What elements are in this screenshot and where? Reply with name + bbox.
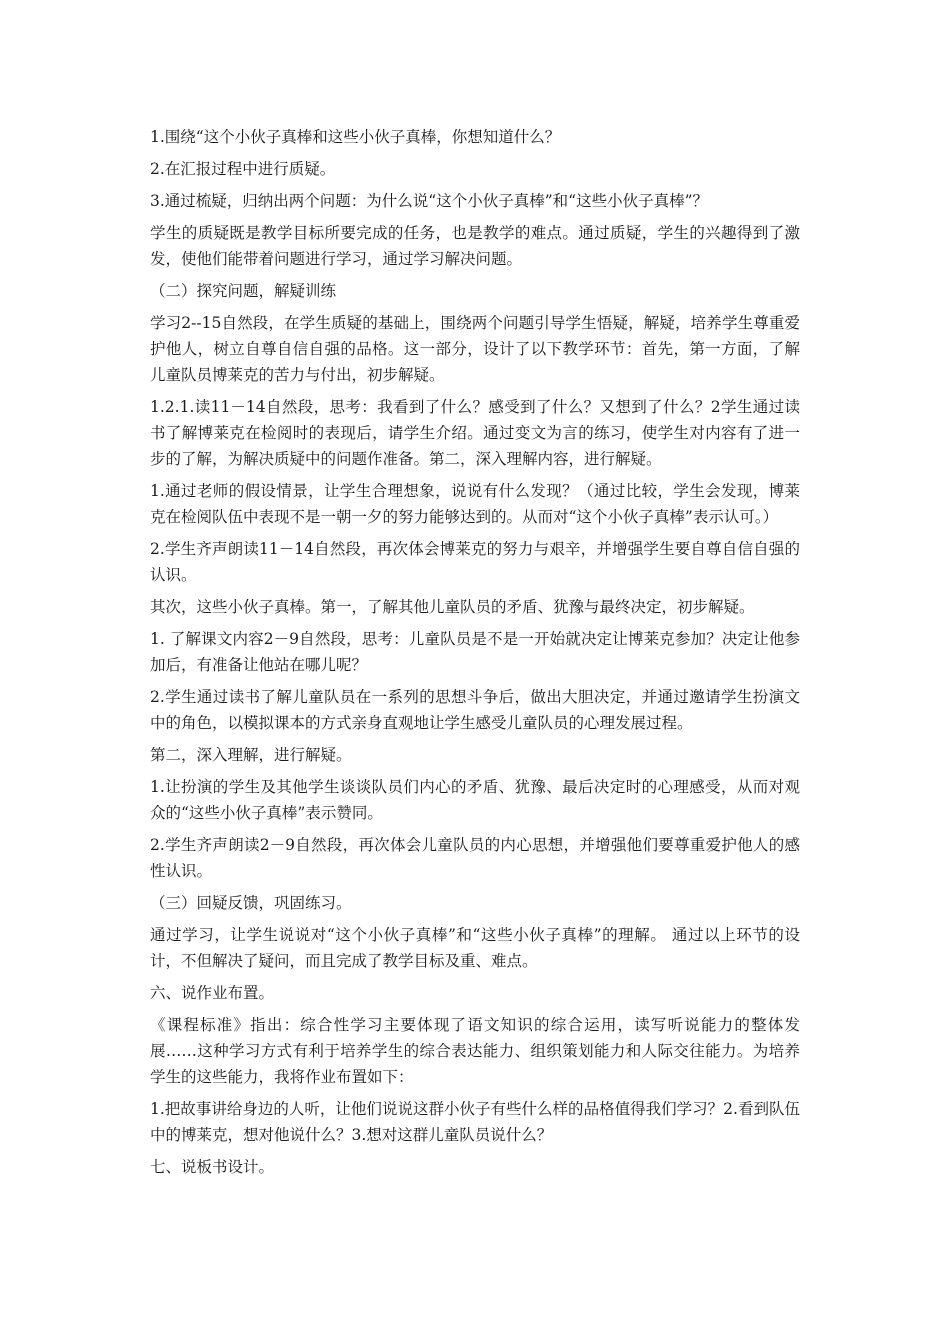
paragraph: 2.在汇报过程中进行质疑。	[150, 160, 336, 178]
paragraph: 1.围绕“这个小伙子真棒和这些小伙子真棒，你想知道什么？	[150, 128, 561, 146]
section-heading: （三）回疑反馈，巩固练习。	[150, 894, 352, 912]
paragraph: 学生的质疑既是教学目标所要完成的任务，也是教学的难点。通过质疑，学生的兴趣得到了激发，使他们能带着问题进行学习，通过学习解决问题。	[150, 224, 800, 268]
paragraph: 3.通过梳疑，归纳出两个问题：为什么说“这个小伙子真棒”和“这些小伙子真棒”？	[150, 192, 708, 210]
paragraph: 1. 了解课文内容2－9自然段，思考：儿童队员是不是一开始就决定让博莱克参加？决定让他参加后，有准备让他站在哪儿呢？	[150, 630, 800, 674]
section-heading: 七、说板书设计。	[150, 1158, 275, 1176]
paragraph: 第二，深入理解，进行解疑。	[150, 746, 352, 764]
section-heading: 六、说作业布置。	[150, 984, 275, 1002]
paragraph: 2.学生齐声朗读2－9自然段，再次体会儿童队员的内心思想，并增强他们要尊重爱护他人的感性认识。	[150, 836, 800, 880]
paragraph: 学习2--15自然段，在学生质疑的基础上，围绕两个问题引导学生悟疑，解疑，培养学生尊重爱护他人，树立自尊自信自强的品格。这一部分，设计了以下教学环节：首先，第一方面，了解儿童队员博莱克的苦力与付出，初步解疑。	[150, 314, 800, 384]
paragraph: 2.学生通过读书了解儿童队员在一系列的思想斗争后，做出大胆决定，并通过邀请学生扮演文中的角色，以模拟课本的方式亲身直观地让学生感受儿童队员的心理发展过程。	[150, 688, 800, 732]
paragraph: 《课程标准》指出：综合性学习主要体现了语文知识的综合运用，读写听说能力的整体发展……这种学习方式有利于培养学生的综合表达能力、组织策划能力和人际交往能力。为培养学生的这些能力，我将作业布置如下：	[150, 1016, 800, 1086]
paragraph: 通过学习，让学生说说对“这个小伙子真棒”和“这些小伙子真棒”的理解。 通过以上环节的设计，不但解决了疑问，而且完成了教学目标及重、难点。	[150, 926, 800, 970]
document-page	[150, 124, 800, 1186]
paragraph: 1.把故事讲给身边的人听，让他们说说这群小伙子有些什么样的品格值得我们学习？2.看到队伍中的博莱克，想对他说什么？3.想对这群儿童队员说什么？	[150, 1100, 800, 1144]
section-heading: （二）探究问题，解疑训练	[150, 282, 337, 300]
paragraph: 1.让扮演的学生及其他学生谈谈队员们内心的矛盾、犹豫、最后决定时的心理感受，从而对观众的“这些小伙子真棒”表示赞同。	[150, 778, 800, 822]
paragraph: 1.2.1.读11－14自然段，思考：我看到了什么？感受到了什么？又想到了什么？2学生通过读书了解博莱克在检阅时的表现后，请学生介绍。通过变文为言的练习，使学生对内容有了进一步的了解，为解决质疑中的问题作准备。第二，深入理解内容，进行解疑。	[150, 398, 800, 468]
paragraph: 其次，这些小伙子真棒。第一，了解其他儿童队员的矛盾、犹豫与最终决定，初步解疑。	[150, 598, 755, 616]
paragraph: 1.通过老师的假设情景，让学生合理想象，说说有什么发现？（通过比较，学生会发现，博莱克在检阅队伍中表现不是一朝一夕的努力能够达到的。从而对“这个小伙子真棒”表示认可。）	[150, 482, 800, 526]
paragraph: 2.学生齐声朗读11－14自然段，再次体会博莱克的努力与艰辛，并增强学生要自尊自信自强的认识。	[150, 540, 800, 584]
